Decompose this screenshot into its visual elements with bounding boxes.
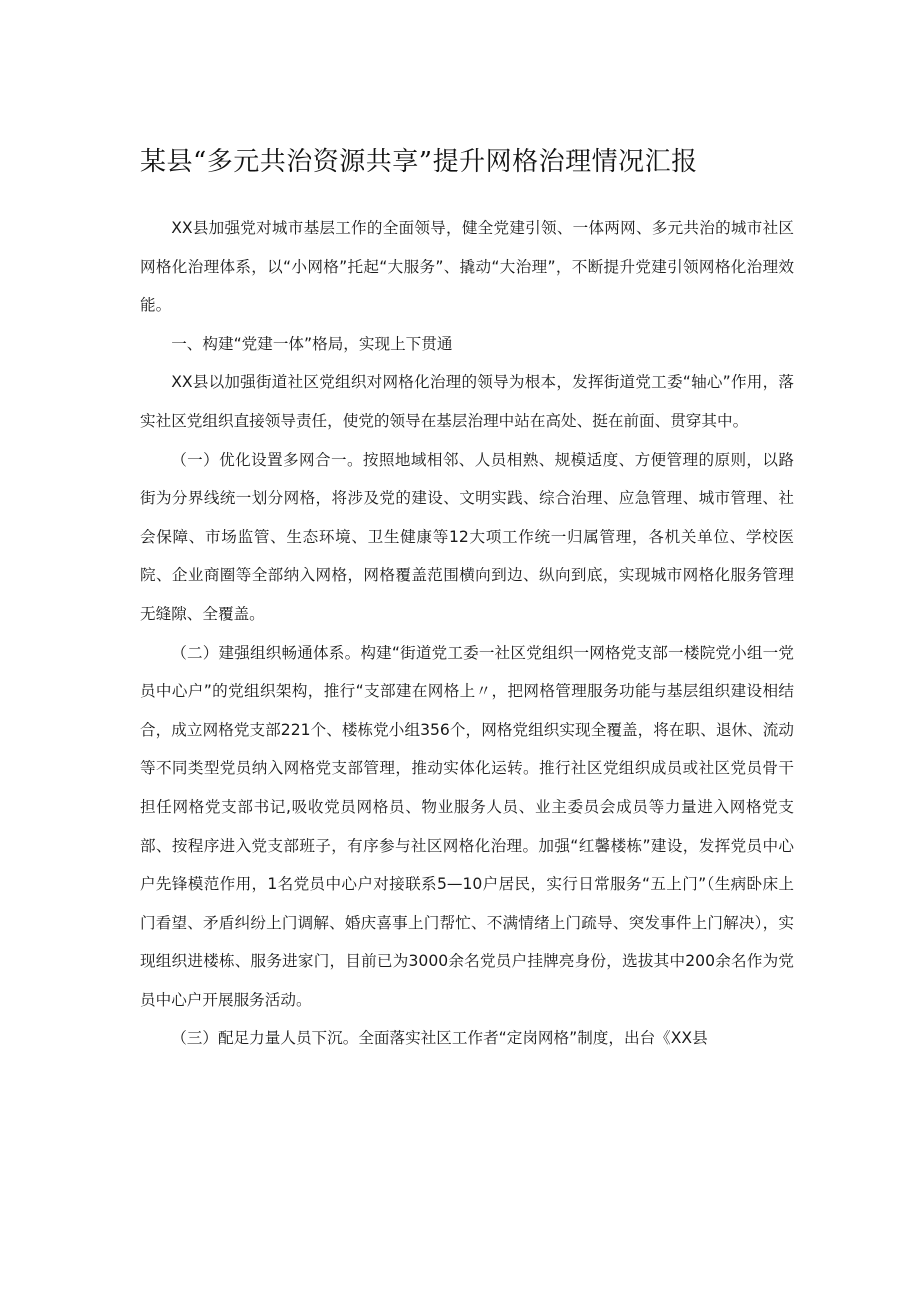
- section-heading-1: 一、构建“党建一体”格局，实现上下贯通: [171, 334, 453, 353]
- subsection-1-paragraph: （一）优化设置多网合一。按照地域相邻、人员相熟、规模适度、方便管理的原则，以路街为分界线统一划分网格，将涉及党的建设、文明实践、综合治理、应急管理、城市管理、社会保障、市场监管、生态环境、卫生健康等12大项工作统一归属管理，各机关单位、学校医院、企业商圈等全部纳入网格，网格覆盖范围横向到边、纵向到底，实现城市网格化服务管理无缝隙、全覆盖。: [140, 450, 794, 623]
- subsection-3-paragraph: （三）配足力量人员下沉。全面落实社区工作者“定岗网格”制度，出台《XX县: [171, 1029, 708, 1048]
- document-body: [140, 209, 794, 1058]
- intro-paragraph: XX县加强党对城市基层工作的全面领导，健全党建引领、一体两网、多元共治的城市社区网格化治理体系，以“小网格”托起“大服务”、撬动“大治理”，不断提升党建引领网格化治理效能。: [140, 219, 794, 315]
- document-title: 某县“多元共治资源共享”提升网格治理情况汇报: [140, 147, 698, 177]
- section-1-paragraph: XX县以加强街道社区党组织对网格化治理的领导为根本，发挥街道党工委“轴心”作用，落实社区党组织直接领导责任，使党的领导在基层治理中站在高处、挺在前面、贯穿其中。: [140, 373, 794, 430]
- subsection-2-paragraph: （二）建强组织畅通体系。构建“街道党工委一社区党组织一网格党支部一楼院党小组一党员中心户”的党组织架构，推行“支部建在网格上〃，把网格管理服务功能与基层组织建设相结合，成立网格党支部221个、楼栋党小组356个，网格党组织实现全覆盖，将在职、退休、流动等不同类型党员纳入网格党支部管理，推动实体化运转。推行社区党组织成员或社区党员骨干担任网格党支部书记,吸收党员网格员、物业服务人员、业主委员会成员等力量进入网格党支部、按程序进入党支部班子，有序参与社区网格化治理。加强“红馨楼栋”建设，发挥党员中心户先锋模范作用，1名党员中心户对接联系5—10户居民，实行日常服务“五上门”（生病卧床上门看望、矛盾纠纷上门调解、婚庆喜事上门帮忙、不满情绪上门疏导、突发事件上门解决），实现组织进楼栋、服务进家门，目前已为3000余名党员户挂牌亮身份，选拔其中200余名作为党员中心户开展服务活动。: [140, 643, 794, 1009]
